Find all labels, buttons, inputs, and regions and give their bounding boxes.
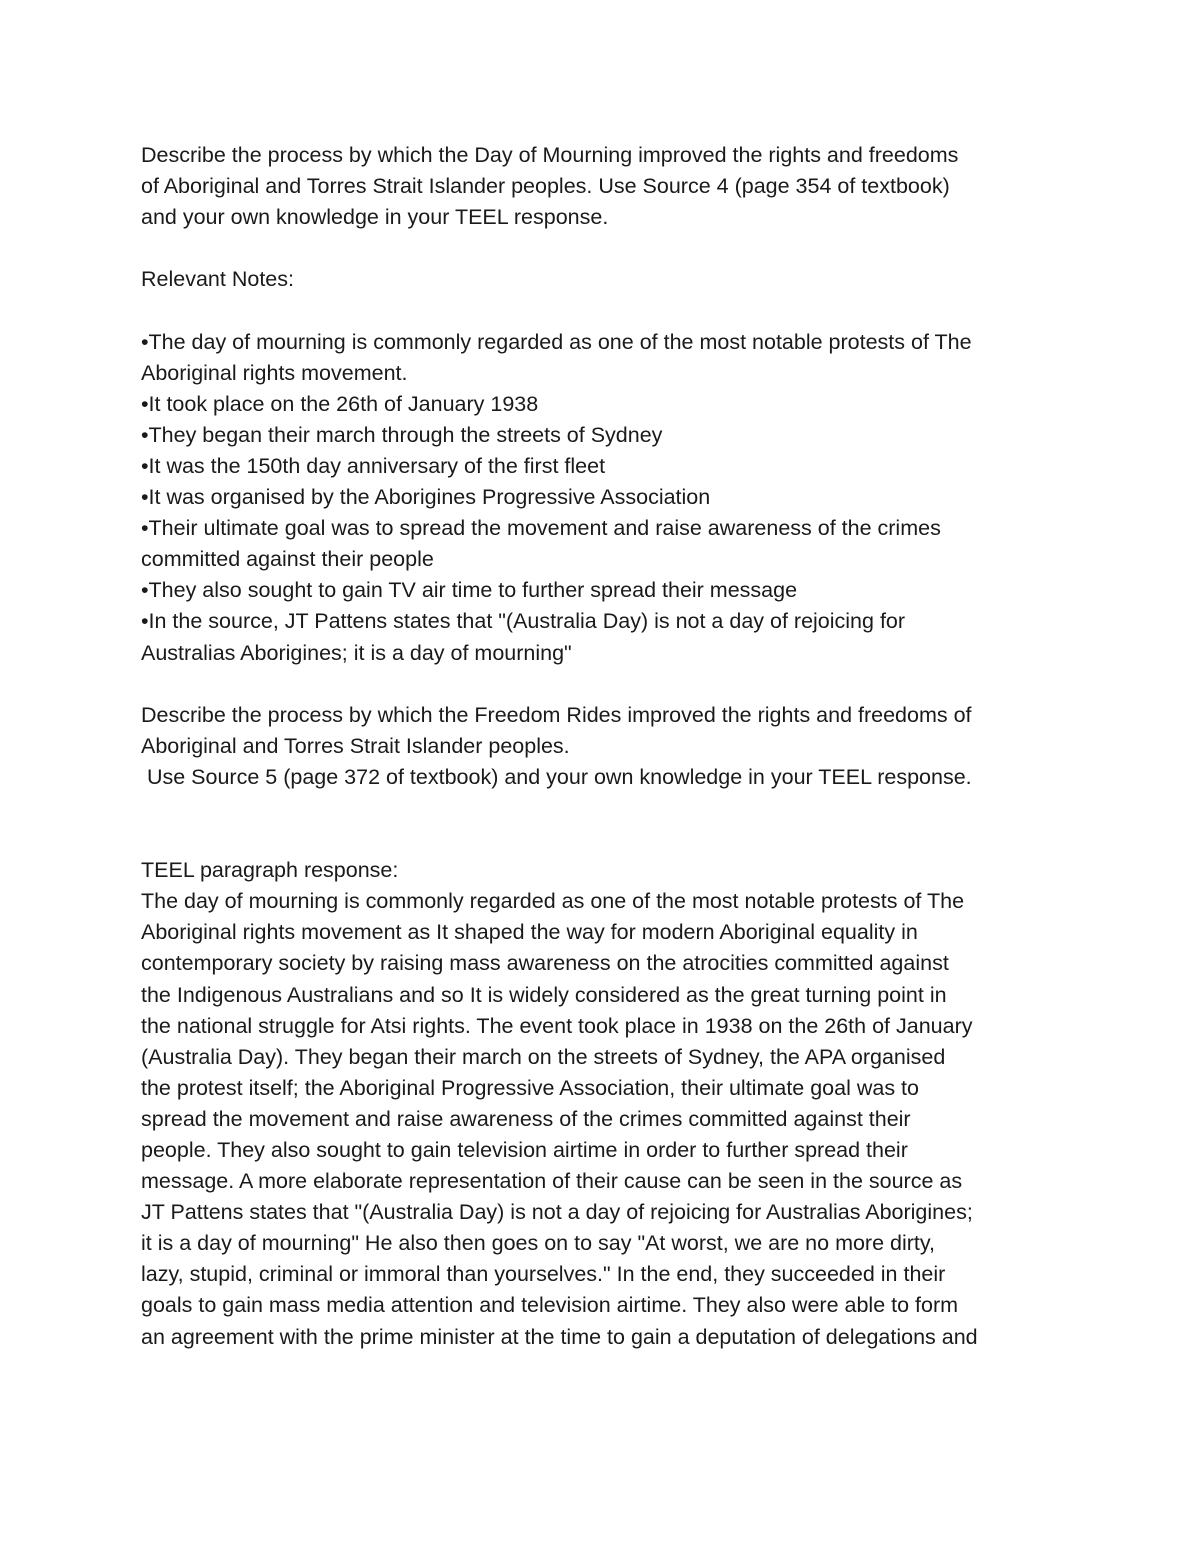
- question-1-line: and your own knowledge in your TEEL response.: [141, 205, 609, 230]
- note-line: •It was organised by the Aborigines Progressive Association: [141, 485, 711, 510]
- response-line: goals to gain mass media attention and television airtime. They also were able to form: [141, 1293, 959, 1318]
- question-1-line: Describe the process by which the Day of Mourning improved the rights and freedoms: [141, 143, 959, 167]
- note-line: •They began their march through the streets of Sydney: [141, 422, 663, 447]
- question-1-line: of Aboriginal and Torres Strait Islander peoples. Use Source 4 (page 354 of textbook): [141, 174, 950, 199]
- note-line: Australias Aborigines; it is a day of mourning": [141, 640, 572, 665]
- note-line: •They also sought to gain TV air time to further spread their message: [141, 578, 798, 603]
- note-line: committed against their people: [141, 547, 434, 572]
- note-line: •Their ultimate goal was to spread the movement and raise awareness of the crimes: [141, 516, 941, 541]
- note-line: •It was the 150th day anniversary of the first fleet: [141, 453, 606, 478]
- response-line: it is a day of mourning" He also then goes on to say "At worst, we are no more dirty,: [141, 1231, 936, 1256]
- notes-list: [141, 327, 1071, 669]
- response-line: the national struggle for Atsi rights. The event took place in 1938 on the 26th of January: [141, 1013, 973, 1038]
- question-1: [141, 140, 1071, 233]
- question-2-line: Describe the process by which the Freedom Rides improved the rights and freedoms of: [141, 702, 972, 727]
- response-line: message. A more elaborate representation of their cause can be seen in the source as: [141, 1169, 963, 1194]
- response-line: people. They also sought to gain television airtime in order to further spread their: [141, 1138, 908, 1162]
- document-body: [141, 140, 1071, 1353]
- response-line: an agreement with the prime minister at the time to gain a deputation of delegations and: [141, 1324, 978, 1349]
- notes-heading: Relevant Notes:: [141, 267, 294, 292]
- response-line: contemporary society by raising mass awareness on the atrocities committed against: [141, 951, 949, 976]
- teel-response: [141, 886, 1071, 1352]
- response-line: (Australia Day). They began their march on the streets of Sydney, the APA organised: [141, 1044, 946, 1069]
- response-line: spread the movement and raise awareness of the crimes committed against their: [141, 1106, 911, 1131]
- response-line: Aboriginal rights movement as It shaped the way for modern Aboriginal equality in: [141, 920, 918, 945]
- question-2: [141, 700, 1071, 793]
- response-heading: TEEL paragraph response:: [141, 858, 399, 883]
- response-line: JT Pattens states that "(Australia Day) is not a day of rejoicing for Australias Aborigines;: [141, 1200, 973, 1225]
- response-line: the Indigenous Australians and so It is widely considered as the great turning point in: [141, 982, 947, 1007]
- note-line: •It took place on the 26th of January 1938: [141, 391, 539, 416]
- note-line: •The day of mourning is commonly regarded as one of the most notable protests of The: [141, 329, 972, 354]
- note-line: •In the source, JT Pattens states that "(Australia Day) is not a day of rejoicing for: [141, 609, 906, 634]
- response-line: lazy, stupid, criminal or immoral than yourselves." In the end, they succeeded in their: [141, 1262, 946, 1287]
- note-line: Aboriginal rights movement.: [141, 360, 408, 385]
- response-line: The day of mourning is commonly regarded as one of the most notable protests of The: [141, 889, 965, 914]
- response-line: the protest itself; the Aboriginal Progressive Association, their ultimate goal was to: [141, 1075, 919, 1100]
- question-2-line: Aboriginal and Torres Strait Islander peoples.: [141, 733, 570, 758]
- question-2-line: Use Source 5 (page 372 of textbook) and your own knowledge in your TEEL response.: [141, 764, 972, 789]
